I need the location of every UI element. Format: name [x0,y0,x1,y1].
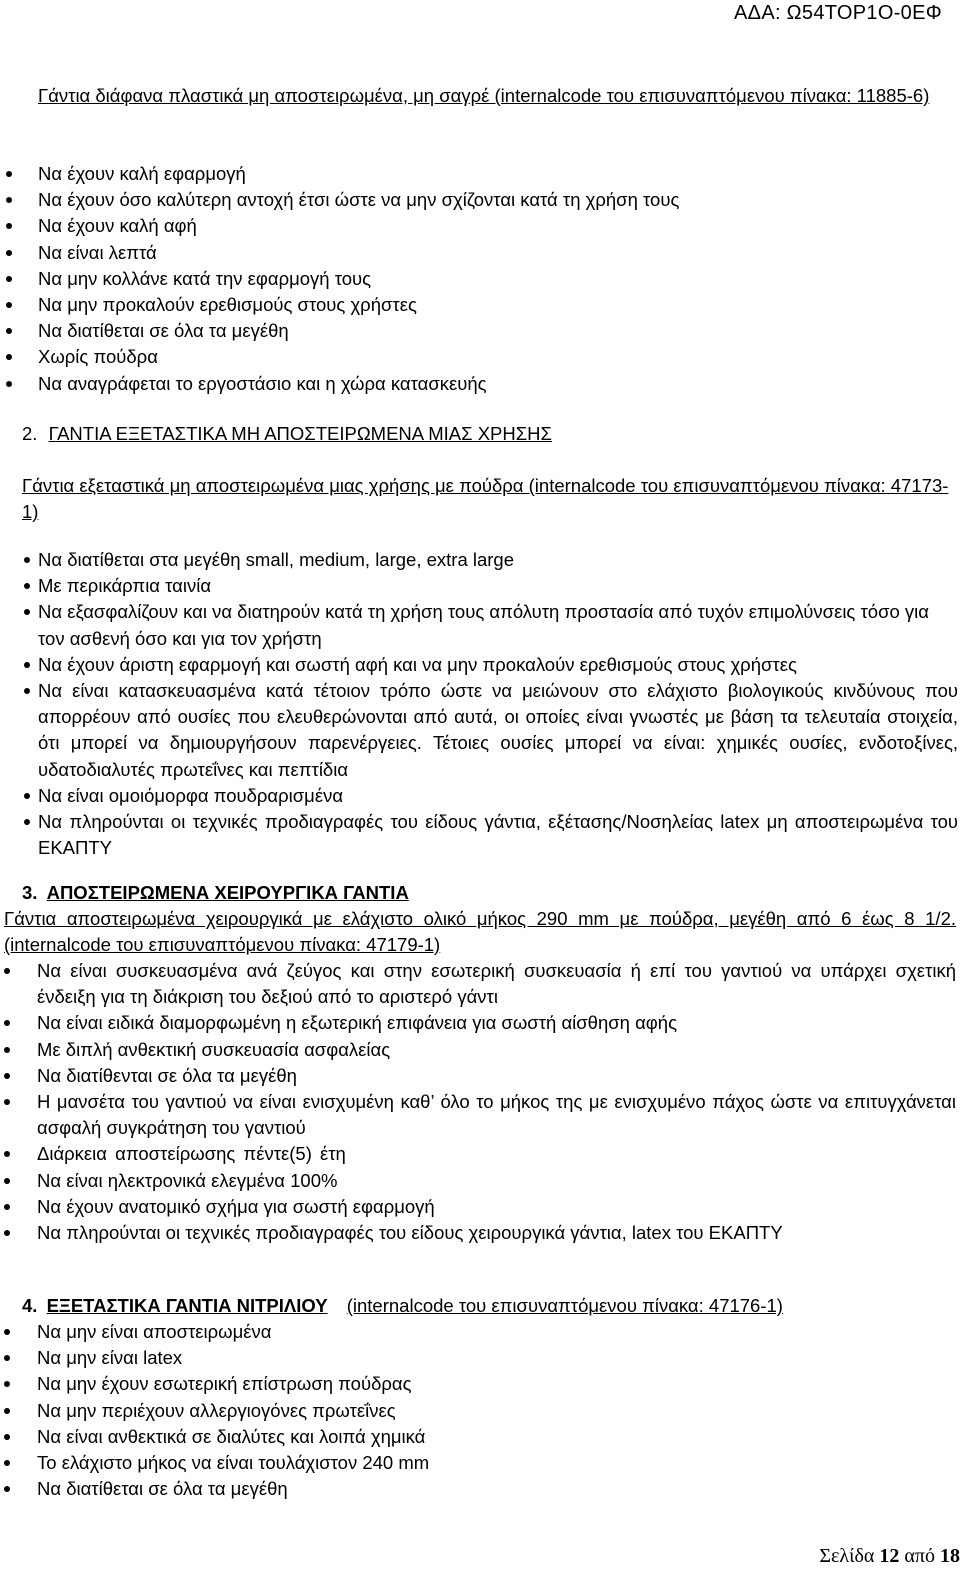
list-item: Να είναι ειδικά διαμορφωμένη η εξωτερική επιφάνεια για σωστή αίσθηση αφής [0,1010,956,1036]
section2-heading [22,421,940,447]
of-label: από [904,1545,935,1567]
list-item: Χωρίς πούδρα [0,344,940,370]
section4-heading [22,1293,940,1319]
list-item: Να αναγράφεται το εργοστάσιο και η χώρα κατασκευής [0,371,940,397]
section3-heading [22,880,940,906]
list-item: Να είναι κατασκευασμένα κατά τέτοιον τρόπο ώστε να μειώνουν στο ελάχιστο βιολογικούς κινδύνους που απορρέουν από ουσίες που ελευθερώνονται από αυτά, οι οποίες είναι γνωστές με βάση τα τελευταία στοιχεία, ότι μπορεί να δημιουργήσουν παρενέργειες. Τέτοιες ουσίες μπορεί να είναι: χημικές ουσίες, ενδοτοξίνες, υδατοδιαλυτές πρωτεΐνες και πεπτίδια [22,678,958,783]
list-item: Η μανσέτα του γαντιού να είναι ενισχυμένη καθ’ όλο το μήκος της με ενισχυμένο πάχος ώστε να επιτυγχάνεται ασφαλή συγκράτηση του γαντιού [0,1089,956,1141]
section-number: 2. [22,423,38,444]
page-total: 18 [940,1545,960,1567]
list-item: Να είναι ηλεκτρονικά ελεγμένα 100% [0,1168,956,1194]
ada-code: ΑΔΑ: Ω54ΤΟΡ1Ο-0ΕΦ [734,2,942,24]
section-code: (internalcode του επισυναπτόμενου πίνακα: 47176-1) [346,1295,783,1316]
section2-intro: Γάντια εξεταστικά μη αποστειρωμένα μιας χρήσης με πούδρα (internalcode του επισυναπτόμενου πίνακα: 47173-1) [22,475,949,522]
list-item: Να είναι ομοιόμορφα πουδραρισμένα [22,783,958,809]
list-item: Να είναι συσκευασμένα ανά ζεύγος και στην εσωτερική συσκευασία ή επί του γαντιού να υπάρχει σχετική ένδειξη για τη διάκριση του δεξιού από το αριστερό γάντι [0,958,956,1010]
list-item: Να πληρούνται οι τεχνικές προδιαγραφές του είδους χειρουργικά γάντια, latex του ΕΚΑΠΤΥ [0,1220,956,1246]
list-item: Να πληρούνται οι τεχνικές προδιαγραφές του είδους γάντια, εξέτασης/Νοσηλείας latex μη αποστειρωμένα του ΕΚΑΠΤΥ [22,809,958,861]
section2-list [22,547,958,861]
list-item: Να είναι ανθεκτικά σε διαλύτες και λοιπά χημικά [0,1424,956,1450]
list-item: Να εξασφαλίζουν και να διατηρούν κατά τη χρήση τους απόλυτη προστασία από τυχόν επιμολύνσεις τόσο για τον ασθενή όσο και για τον χρήστη [22,599,958,651]
list-item: Με διπλή ανθεκτική συσκευασία ασφαλείας [0,1037,956,1063]
list-item: Να έχουν καλή αφή [0,213,940,239]
list-item: Να έχουν άριστη εφαρμογή και σωστή αφή και να μην προκαλούν ερεθισμούς στους χρήστες [22,652,958,678]
list-item: Να διατίθεται σε όλα τα μεγέθη [0,1476,956,1502]
list-item: Να μην έχουν εσωτερική επίστρωση πούδρας [0,1371,956,1397]
section-number: 3. [22,882,38,903]
list-item: Να διατίθεται στα μεγέθη small, medium, large, extra large [22,547,958,573]
list-item: Να μην είναι latex [0,1345,956,1371]
section3-intro-text: Γάντια αποστειρωμένα χειρουργικά με ελάχιστο ολικό μήκος 290 mm με πούδρα, μεγέθη από 6 έως 8 1/2. [4,908,956,929]
list-item: Να διατίθεται σε όλα τα μεγέθη [0,318,940,344]
list-item: Το ελάχιστο μήκος να είναι τουλάχιστον 240 mm [0,1450,956,1476]
section-title: ΑΠΟΣΤΕΙΡΩΜΕΝΑ ΧΕΙΡΟΥΡΓΙΚΑ ΓΑΝΤΙΑ [46,882,409,903]
list-item: Να έχουν καλή εφαρμογή [0,161,940,187]
section3-list [0,958,956,1246]
section-title: ΓΑΝΤΙΑ ΕΞΕΤΑΣΤΙΚΑ ΜΗ ΑΠΟΣΤΕΙΡΩΜΕΝΑ ΜΙΑΣ ΧΡΗΣΗΣ [48,423,552,444]
list-item: Διάρκεια αποστείρωσης πέντε(5) έτη [0,1141,956,1167]
section1-list [0,161,940,397]
section-number: 4. [22,1295,38,1316]
list-item: Να μην περιέχουν αλλεργιογόνες πρωτεΐνες [0,1398,956,1424]
section3-intro [4,906,956,958]
section-title: ΕΞΕΤΑΣΤΙΚΑ ΓΑΝΤΙΑ ΝΙΤΡΙΛΙΟΥ [46,1295,328,1316]
page-number: 12 [879,1545,900,1567]
page-footer [819,1545,960,1568]
list-item: Να μην κολλάνε κατά την εφαρμογή τους [0,266,940,292]
list-item: Να είναι λεπτά [0,240,940,266]
list-item: Να έχουν όσο καλύτερη αντοχή έτσι ώστε να μην σχίζονται κατά τη χρήση τους [0,187,940,213]
section3-intro-code: (internalcode του επισυναπτόμενου πίνακα: 47179-1) [4,934,441,955]
section4-list [0,1319,956,1502]
page-label: Σελίδα [819,1545,875,1567]
list-item: Να έχουν ανατομικό σχήμα για σωστή εφαρμογή [0,1194,956,1220]
list-item: Να μην είναι αποστειρωμένα [0,1319,956,1345]
list-item: Να διατίθενται σε όλα τα μεγέθη [0,1063,956,1089]
section1-intro: Γάντια διάφανα πλαστικά μη αποστειρωμένα, μη σαγρέ (internalcode του επισυναπτόμενου πίνακα: 11885-6) [38,85,930,106]
list-item: Με περικάρπια ταινία [22,573,958,599]
list-item: Να μην προκαλούν ερεθισμούς στους χρήστες [0,292,940,318]
